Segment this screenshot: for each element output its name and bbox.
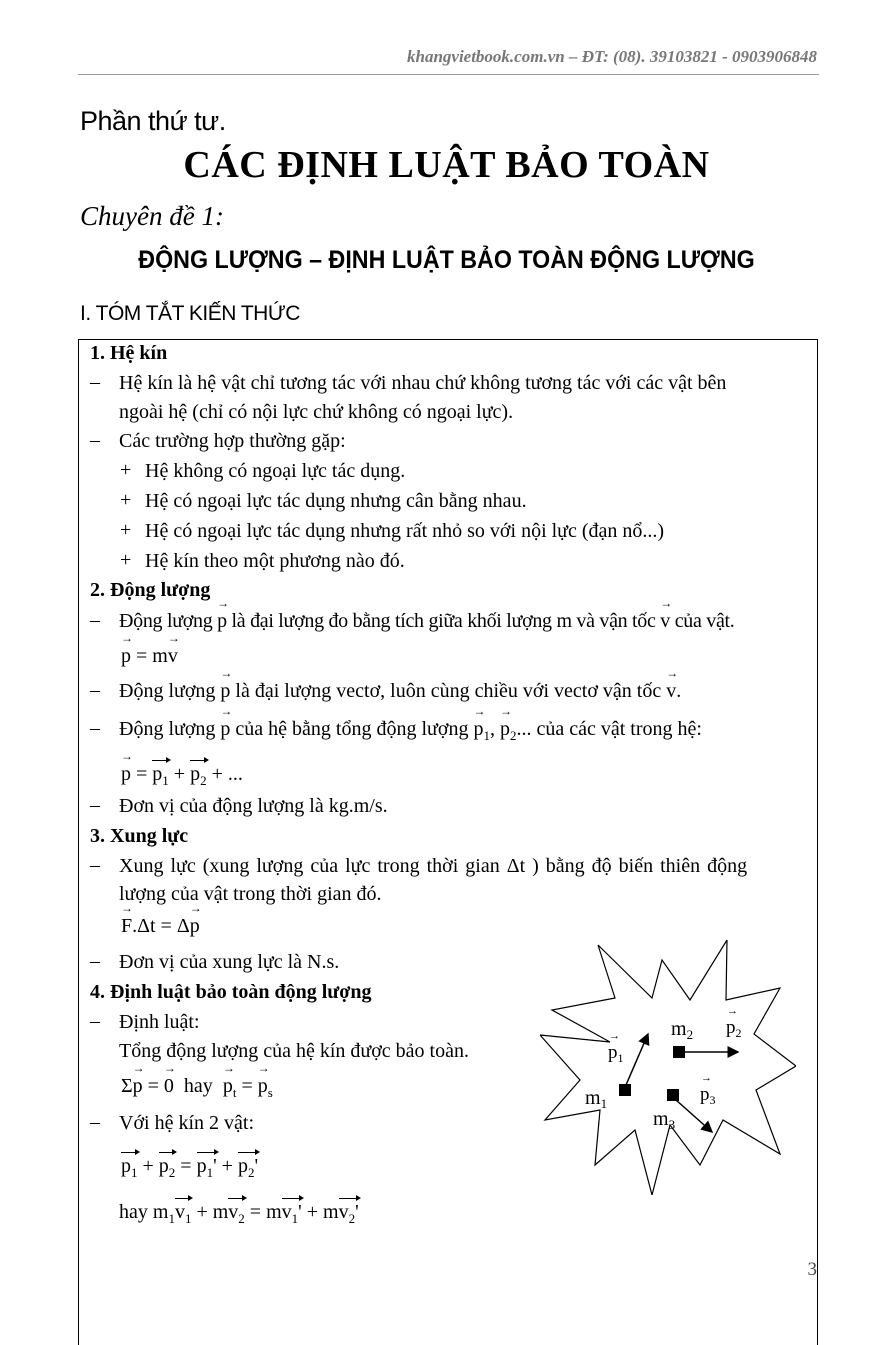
s4-heading: 4. Định luật bảo toàn động lượng xyxy=(90,981,372,1003)
formula-conservation: Σ→ p = → 0 hay → $p_t$ = → $p_s$ xyxy=(121,1074,273,1101)
s4-d2: Với hệ kín 2 vật: xyxy=(119,1112,254,1134)
bullet-dash: – xyxy=(90,1010,100,1032)
s1-d1a: Hệ kín là hệ vật chỉ tương tác với nhau chứ không tương tác với các vật bên xyxy=(119,372,727,394)
label-m2: $m_2$ xyxy=(671,1018,694,1042)
label-p1: $p_1$ xyxy=(608,1042,624,1065)
s4-statement: Tổng động lượng của hệ kín được bảo toàn. xyxy=(119,1040,469,1062)
formula-two-body-mv: hay $m_1v_1 + mv_2 = mv_1' + mv_2'$ xyxy=(119,1198,359,1227)
s2-d3: Động lượng → p của hệ bằng tổng động lượng → $p_1$, → $p_2$... của các vật trong hệ: xyxy=(119,717,702,744)
bullet-plus: + xyxy=(120,519,132,541)
mass-3 xyxy=(667,1089,679,1101)
bullet-dash: – xyxy=(90,854,100,876)
mass-2 xyxy=(673,1046,685,1058)
label-p3-arrow: → xyxy=(701,1072,712,1084)
formula-two-body: $p_1 + p_2 = p_1' + p_2'$ xyxy=(121,1152,258,1181)
momentum-arrow-1 xyxy=(626,1034,648,1085)
label-p3: $p_3$ xyxy=(700,1084,716,1107)
bullet-dash: – xyxy=(90,950,100,972)
s1-p4: Hệ kín theo một phương nào đó. xyxy=(145,550,405,572)
bullet-dash: – xyxy=(90,1111,100,1133)
label-p2-arrow: → xyxy=(727,1005,738,1017)
bullet-dash: – xyxy=(90,794,100,816)
s2-d4: Đơn vị của động lượng là kg.m/s. xyxy=(119,795,388,817)
bullet-dash: – xyxy=(90,609,100,631)
topic-label: Chuyên đề 1: xyxy=(80,201,224,231)
bullet-dash: – xyxy=(90,429,100,451)
s1-heading: 1. Hệ kín xyxy=(90,342,168,364)
formula-impulse: → F.Δt = Δ→ p xyxy=(121,914,200,938)
main-title: CÁC ĐỊNH LUẬT BẢO TOÀN xyxy=(183,144,710,186)
s2-heading: 2. Động lượng xyxy=(90,579,211,601)
s1-d2: Các trường hợp thường gặp: xyxy=(119,430,346,452)
bullet-dash: – xyxy=(90,717,100,739)
s1-p3: Hệ có ngoại lực tác dụng nhưng rất nhỏ so với nội lực (đạn nổ...) xyxy=(145,520,665,542)
s3-d1b: lượng của vật trong thời gian đó. xyxy=(119,883,382,905)
s3-d2: Đơn vị của xung lực là N.s. xyxy=(119,951,340,973)
s3-heading: 3. Xung lực xyxy=(90,825,189,847)
mass-1 xyxy=(619,1084,631,1096)
header-rule xyxy=(78,74,819,75)
label-m1: $m_1$ xyxy=(585,1087,608,1111)
page-number: 3 xyxy=(807,1259,817,1280)
bullet-plus: + xyxy=(120,459,132,481)
part-label: Phần thứ tư. xyxy=(80,106,226,136)
label-p2: $p_2$ xyxy=(726,1017,742,1040)
formula-p-mv: → p = m→ v xyxy=(121,644,178,668)
s3-d1a: Xung lực (xung lượng của lực trong thời gian Δt ) bằng độ biến thiên động xyxy=(119,855,748,877)
s1-p2: Hệ có ngoại lực tác dụng nhưng cân bằng nhau. xyxy=(145,490,527,512)
s2-d1: Động lượng → p là đại lượng đo bằng tích giữa khối lượng m và vận tốc → v của vật. xyxy=(119,609,735,633)
bullet-plus: + xyxy=(120,489,132,511)
page-header: khangvietbook.com.vn – ĐT: (08). 39103821 - 0903906848 xyxy=(406,47,817,66)
label-m3: $m_3$ xyxy=(653,1108,676,1132)
section-heading: I. TÓM TẮT KIẾN THỨC xyxy=(80,302,300,325)
s1-d1b: ngoài hệ (chỉ có nội lực chứ không có ngoại lực). xyxy=(119,401,514,423)
formula-p-sum: → $p = p_1 + p_2$ + ... xyxy=(121,760,243,789)
s1-p1: Hệ không có ngoại lực tác dụng. xyxy=(145,460,406,482)
s4-d1: Định luật: xyxy=(119,1011,200,1033)
bullet-dash: – xyxy=(90,371,100,393)
bullet-plus: + xyxy=(120,549,132,571)
label-p1-arrow: → xyxy=(609,1030,620,1042)
star-boundary xyxy=(540,940,796,1195)
s2-d2: Động lượng → p là đại lượng vectơ, luôn cùng chiều với vectơ vận tốc → v. xyxy=(119,679,681,703)
bullet-dash: – xyxy=(90,679,100,701)
closed-system-figure xyxy=(540,940,796,1195)
topic-title: ĐỘNG LƯỢNG – ĐỊNH LUẬT BẢO TOÀN ĐỘNG LƯỢNG xyxy=(138,246,755,274)
